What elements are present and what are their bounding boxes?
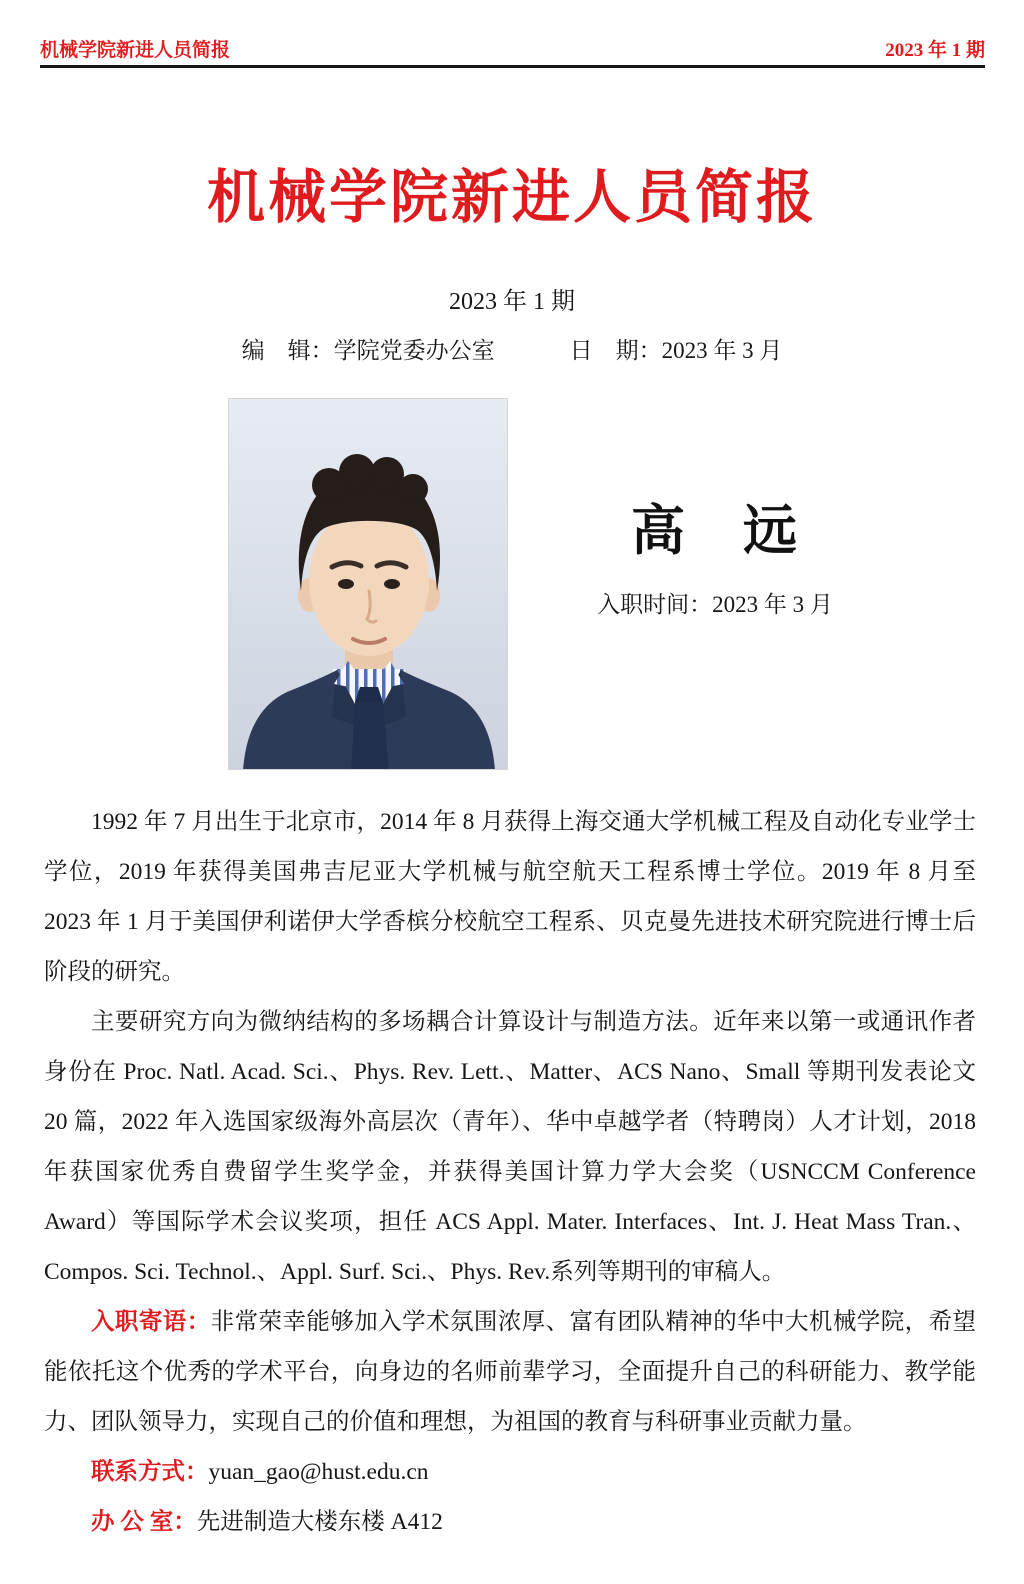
editor-value: 学院党委办公室 <box>333 338 495 363</box>
date-label: 日 期： <box>569 338 662 363</box>
office-label: 办 公 室： <box>91 1509 197 1535</box>
editor-label: 编 辑： <box>241 338 334 363</box>
profile-block <box>515 498 915 620</box>
bio-paragraph-1: 1992 年 7 月出生于北京市，2014 年 8 月获得上海交通大学机械工程及自动化专业学士学位，2019 年获得美国弗吉尼亚大学机械与航空航天工程系博士学位。2019 年 8 月至 2023 年 1 月于美国伊利诺伊大学香槟分校航空工程系、贝克曼先进技术研究院进行博士后阶段的研究。 <box>44 809 976 985</box>
editor-field <box>242 336 495 366</box>
message-text: 非常荣幸能够加入学术氛围浓厚、富有团队精神的华中大机械学院，希望能依托这个优秀的学术平台，向身边的名师前辈学习，全面提升自己的科研能力、教学能力、团队领导力，实现自己的价值和理想，为祖国的教育与科研事业贡献力量。 <box>44 1309 977 1435</box>
portrait-photo <box>228 398 508 770</box>
page-title: 机械学院新进人员简报 <box>206 165 817 230</box>
message-paragraph <box>44 1297 976 1447</box>
contact-value: yuan_gao@hust.edu.cn <box>208 1459 429 1485</box>
date-value: 2023 年 3 月 <box>661 338 783 363</box>
person-name: 高 远 <box>631 501 799 561</box>
contact-line <box>44 1447 976 1497</box>
header-right-issue: 2023 年 1 期 <box>885 40 985 61</box>
running-header <box>40 24 985 68</box>
contact-label: 联系方式： <box>91 1459 209 1485</box>
join-date-line <box>515 590 915 620</box>
message-label: 入职寄语： <box>91 1309 211 1335</box>
date-field <box>570 336 783 366</box>
byline <box>0 336 1024 366</box>
office-line <box>44 1497 976 1547</box>
office-value: 先进制造大楼东楼 A412 <box>196 1509 443 1535</box>
body-text <box>44 797 976 1547</box>
bio-paragraph-2: 主要研究方向为微纳结构的多场耦合计算设计与制造方法。近年来以第一或通讯作者身份在 Proc. Natl. Acad. Sci.、Phys. Rev. Lett.、Matter、ACS Nano、Small 等期刊发表论文 20 篇，2022 年入选国家级海外高层次（青年）、华中卓越学者（特聘岗）人才计划，2018 年获国家优秀自费留学生奖学金，并获得美国计算力学大会奖（USNCCM Conference Award）等国际学术会议奖项，担任 ACS Appl. Mater. Interfaces、Int. J. Heat Mass Tran.、Compos. Sci. Technol.、Appl. Surf. Sci.、Phys. Rev.系列等期刊的审稿人。 <box>44 1009 976 1285</box>
join-date-label: 入职时间： <box>597 592 713 617</box>
join-date-value: 2023 年 3 月 <box>712 592 833 617</box>
issue-line: 2023 年 1 期 <box>449 289 575 315</box>
header-left-title: 机械学院新进人员简报 <box>40 40 231 61</box>
